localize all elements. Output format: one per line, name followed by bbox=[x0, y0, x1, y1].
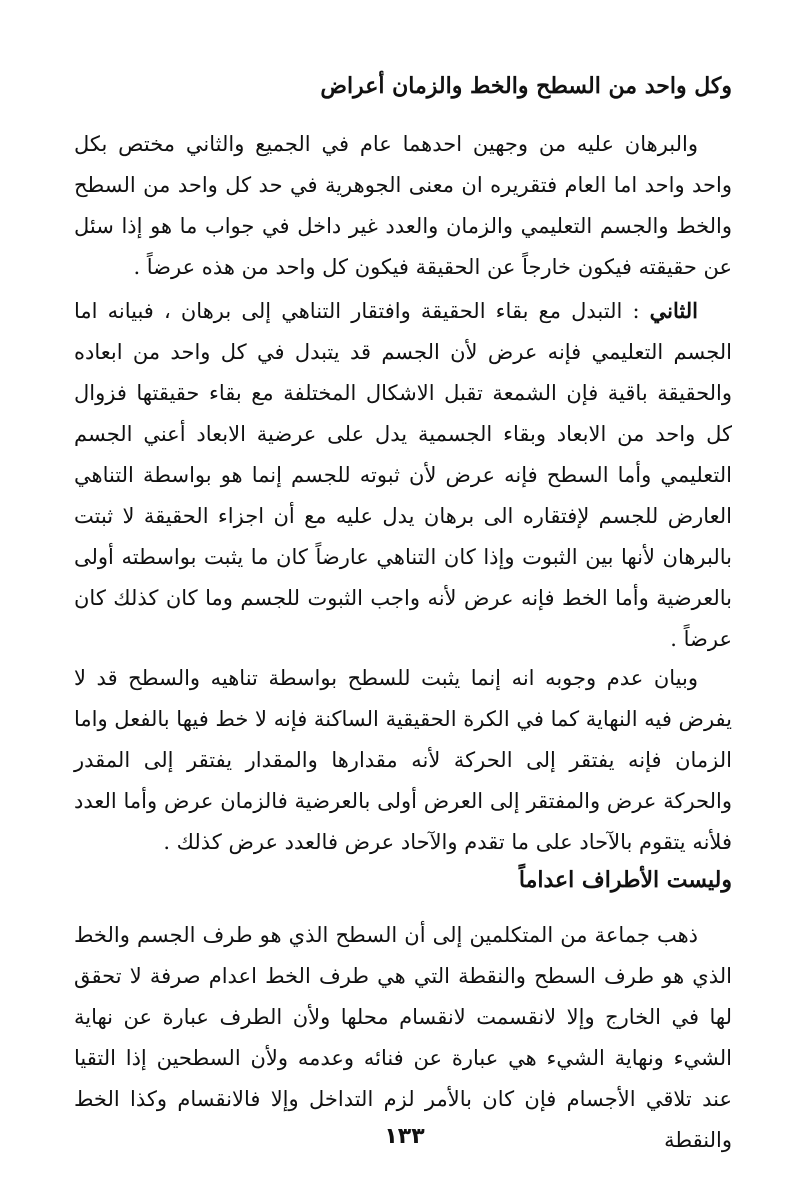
section-heading-accidents: وكل واحد من السطح والخط والزمان أعراض bbox=[320, 73, 732, 99]
paragraph-second-body: : التبدل مع بقاء الحقيقة وافتقار التناهي إلى برهان ، فبيانه اما الجسم التعليمي فإنه عرض لأن الجسم قد يتبدل في كل واحد من ابعاده والحقيقة باقية فإن الشمعة تقبل الاشكال المختلفة مع بقاء حقيقتها فزوال كل واحد من الابعاد وبقاء الجسمية يدل على عرضية الابعاد أعني الجسم التعليمي وأما السطح فإنه عرض لأن ثبوته للجسم إنما هو بواسطة التناهي العارض للجسم لإفتقاره الى برهان يدل عليه مع أن اجزاء الحقيقة لا ثبتت بالبرهان لأنها بين الثبوت وإذا كان التناهي عارضاً كان ما يثبت بواسطته أولى بالعرضية وأما الخط فإنه عرض لأنه واجب الثبوت للجسم وما كان كذلك كان عرضاً . bbox=[74, 299, 732, 651]
paragraph-explanation: وبيان عدم وجوبه انه إنما يثبت للسطح بواسطة تناهيه والسطح قد لا يفرض فيه النهاية كما في الكرة الحقيقية الساكنة فإنه لا خط فيها بالفعل واما الزمان فإنه يفتقر إلى الحركة لأنه مقدارها والمقدار يفتقر إلى المقدر والحركة عرض والمفتقر إلى العرض أولى بالعرضية فالزمان عرض وأما العدد فلأنه يتقوم بالآحاد على ما تقدم والآحاد عرض فالعدد عرض كذلك . bbox=[74, 666, 732, 854]
paragraph-proof: والبرهان عليه من وجهين احدهما عام في الجميع والثاني مختص بكل واحد واحد اما العام فتقريره ان معنى الجوهرية في حد كل واحد من السطح والخط والجسم التعليمي والزمان والعدد غير داخل في جواب ما هو إذا سئل عن حقيقته فيكون خارجاً عن الحقيقة فيكون كل واحد من هذه عرضاً . bbox=[74, 132, 732, 279]
paragraph-theologians: ذهب جماعة من المتكلمين إلى أن السطح الذي هو طرف الجسم والخط الذي هو طرف السطح والنقطة التي هي طرف الخط اعدام صرفة لا تحقق لها في الخارج وإلا لانقسمت لانقسام محلها ولأن الطرف عبارة عن نهاية الشيء ونهاية الشيء هي عبارة عن فنائه وعدمه ولأن السطحين إذا التقيا عند تلاقي الأجسام فإن كان بالأمر لزم التداخل وإلا فالانقسام وكذا الخط والنقطة bbox=[74, 923, 732, 1152]
page-number: ١٣٣ bbox=[384, 1124, 425, 1149]
paragraph-lead-word: الثاني bbox=[649, 298, 698, 323]
section-heading-extremities: وليست الأطراف اعداماً bbox=[518, 867, 732, 893]
paragraph-second-argument bbox=[74, 290, 732, 660]
